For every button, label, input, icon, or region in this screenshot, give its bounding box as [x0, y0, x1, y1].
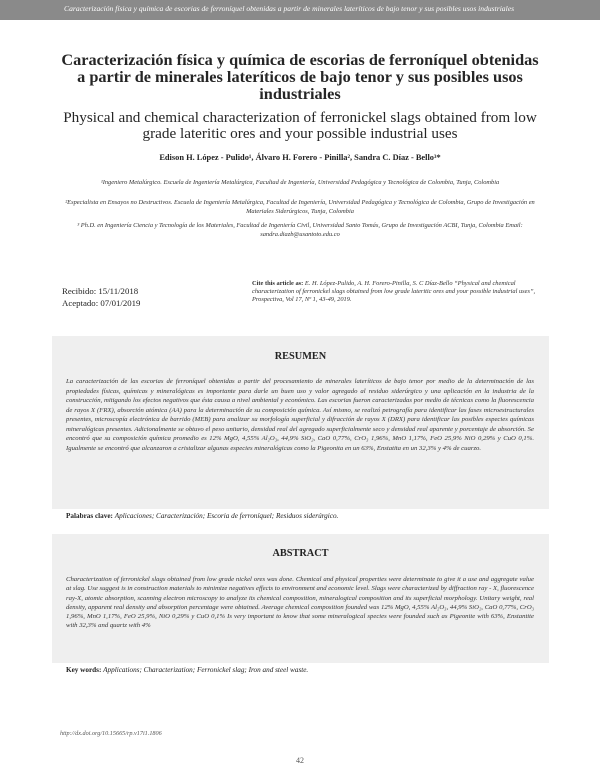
running-header: Caracterización física y química de escorias de ferroníquel obtenidas a partir de minerales lateríticos de bajo tenor y sus posibles usos industriales: [64, 4, 515, 13]
resumen-heading: RESUMEN: [274, 351, 327, 362]
dates: [62, 285, 140, 309]
key-words-value: Applications; Characterization; Ferronickel slag; Iron and steel waste.: [103, 666, 309, 674]
running-header-bar: [0, 0, 600, 20]
palabras-clave-value: Aplicaciones; Caracterización; Escoria de ferroníquel; Residuos siderúrgico.: [114, 512, 339, 520]
palabras-clave: [66, 512, 536, 520]
doi-link[interactable]: http://dx.doi.org/10.15665/rp.v17i1.1806: [60, 730, 162, 737]
title-spanish: Caracterización física y química de escorias de ferroníquel obtenidas a partir de minerales lateríticos de bajo tenor y sus posibles usos industriales: [61, 50, 539, 103]
key-words-label: Key words:: [66, 666, 102, 674]
affiliation-2: ²Especialista en Ensayos no Destructivos. Escuela de Ingeniería Metalúrgica, Facultad de Ingeniería, Universidad Pedagógica y Tecnológica de Colombia, Grupo de Investigación en Materiales Siderúrgicos, Tunja, Colombia: [65, 199, 535, 216]
abstract-body: Characterization of ferronickel slags obtained from low grade nickel ores was done. Chemical and physical properties were determinate to give it a use and aggregate value at slag. Use suggest is in construction materials to minimize negatives effects to environment and economic level. Slags were characterized by diffraction ray - X, fluorescence ray-X, atomic absorption, scanning electron microscopy to analyze its chemical composition, mineralogical composition and its superficial morphology. Unitary weight, real density, apparent real density and absorption percentage were obtained. Average chemical composition founded was 12% MgO, 4,55% Al₂O₃, 44,9% SiO₂, CaO 0,77%, CrO₃ 1,96%, MnO 1,17%, FeO 25,9%, NiO 0,29% y CuO 0,1% Is very important to know that some mineralogical species were founded such as Pigeonite with 63%, Enstantite with 32,3% and quartz with 4%: [66, 576, 534, 630]
affiliation-1: ¹Ingeniero Metalúrgico. Escuela de Ingeniería Metalúrgica, Facultad de Ingeniería, Universidad Pedagógica y Tecnológica de Colombia, Tunja, Colombia: [100, 179, 500, 186]
resumen-box: [52, 336, 549, 509]
accepted-date: Aceptado: 07/01/2019: [62, 298, 141, 308]
abstract-box: [52, 534, 549, 663]
citation-label: Cite this article as:: [252, 280, 304, 287]
received-date: Recibido: 15/11/2018: [62, 286, 139, 296]
citation-text: E. H. López-Pulido, A. H. Forero-Pinilla, S. C Díaz-Bello “Physical and chemical characterization of ferronickel slags obtained from low grade lateritic ores and your possible industrial uses”, Prospectiva, Vol 17, Nº 1, 43-49, 2019.: [252, 280, 536, 304]
resumen-body: La caracterización de las escorias de ferroníquel obtenidas a partir del procesamiento de minerales lateríticos de bajo tenor por medio de la determinación de las propiedades físicas, químicas y mineralógicas es importante para darle un buen uso y valor agregado al residuo siderúrgico y una aplicación en la industria de la construcción, mitigando los efectos negativos que ésta causa a nivel ambiental y económico. Las escorias fueron caracterizadas por medio de técnicas como la fluorescencia de rayos X (FRX), absorción atómica (AA) para la determinación de su composición química. Así mismo, se realizó petrografía para identificar las fases microestructurales presentes, microscopía electrónica de barrido (MEB) para analizar su morfología superficial y difracción de rayos X (DRX) para identificar las posibles especies químicas mineralógicas presentes. Adicionalmente se obtuvo el peso unitario, densidad real del agregado superficialmente seco y densidad real aparente y porcentaje de absorción. Se encontró que su composición química promedio es 12% MgO, 4,55% Al₂O₃, 44,9% SiO₂, CaO 0,77%, CrO₃ 1,96%, MnO 1,17%, FeO 25,9% NiO 0,29% y CuO 0,1%. Igualmente se encontró que alcanzaron a cristalizar algunas especies mineralógicas como la Pigeonita en un 63%, Enstatita en un 32,3% y 4% de cuarzo.: [66, 378, 534, 452]
affiliation-3: ³ Ph.D. en Ingeniería Ciencia y Tecnología de los Materiales, Facultad de Ingeniería Civil, Universidad Santo Tomás, Grupo de Investigación ACBI, Tunja, Colombia Email: sandra.diazb@usantoto.edu.co: [77, 222, 523, 239]
abstract-heading: ABSTRACT: [272, 548, 329, 559]
title-english: Physical and chemical characterization of ferronickel slags obtained from low grade lateritic ores and your possible industrial uses: [63, 109, 537, 142]
citation: [252, 280, 542, 305]
page-number: 42: [296, 756, 304, 765]
palabras-clave-label: Palabras clave:: [66, 512, 113, 520]
key-words: [66, 666, 536, 674]
authors: Edison H. López - Pulido¹, Álvaro H. Forero - Pinilla², Sandra C. Díaz - Bello³*: [159, 153, 441, 162]
